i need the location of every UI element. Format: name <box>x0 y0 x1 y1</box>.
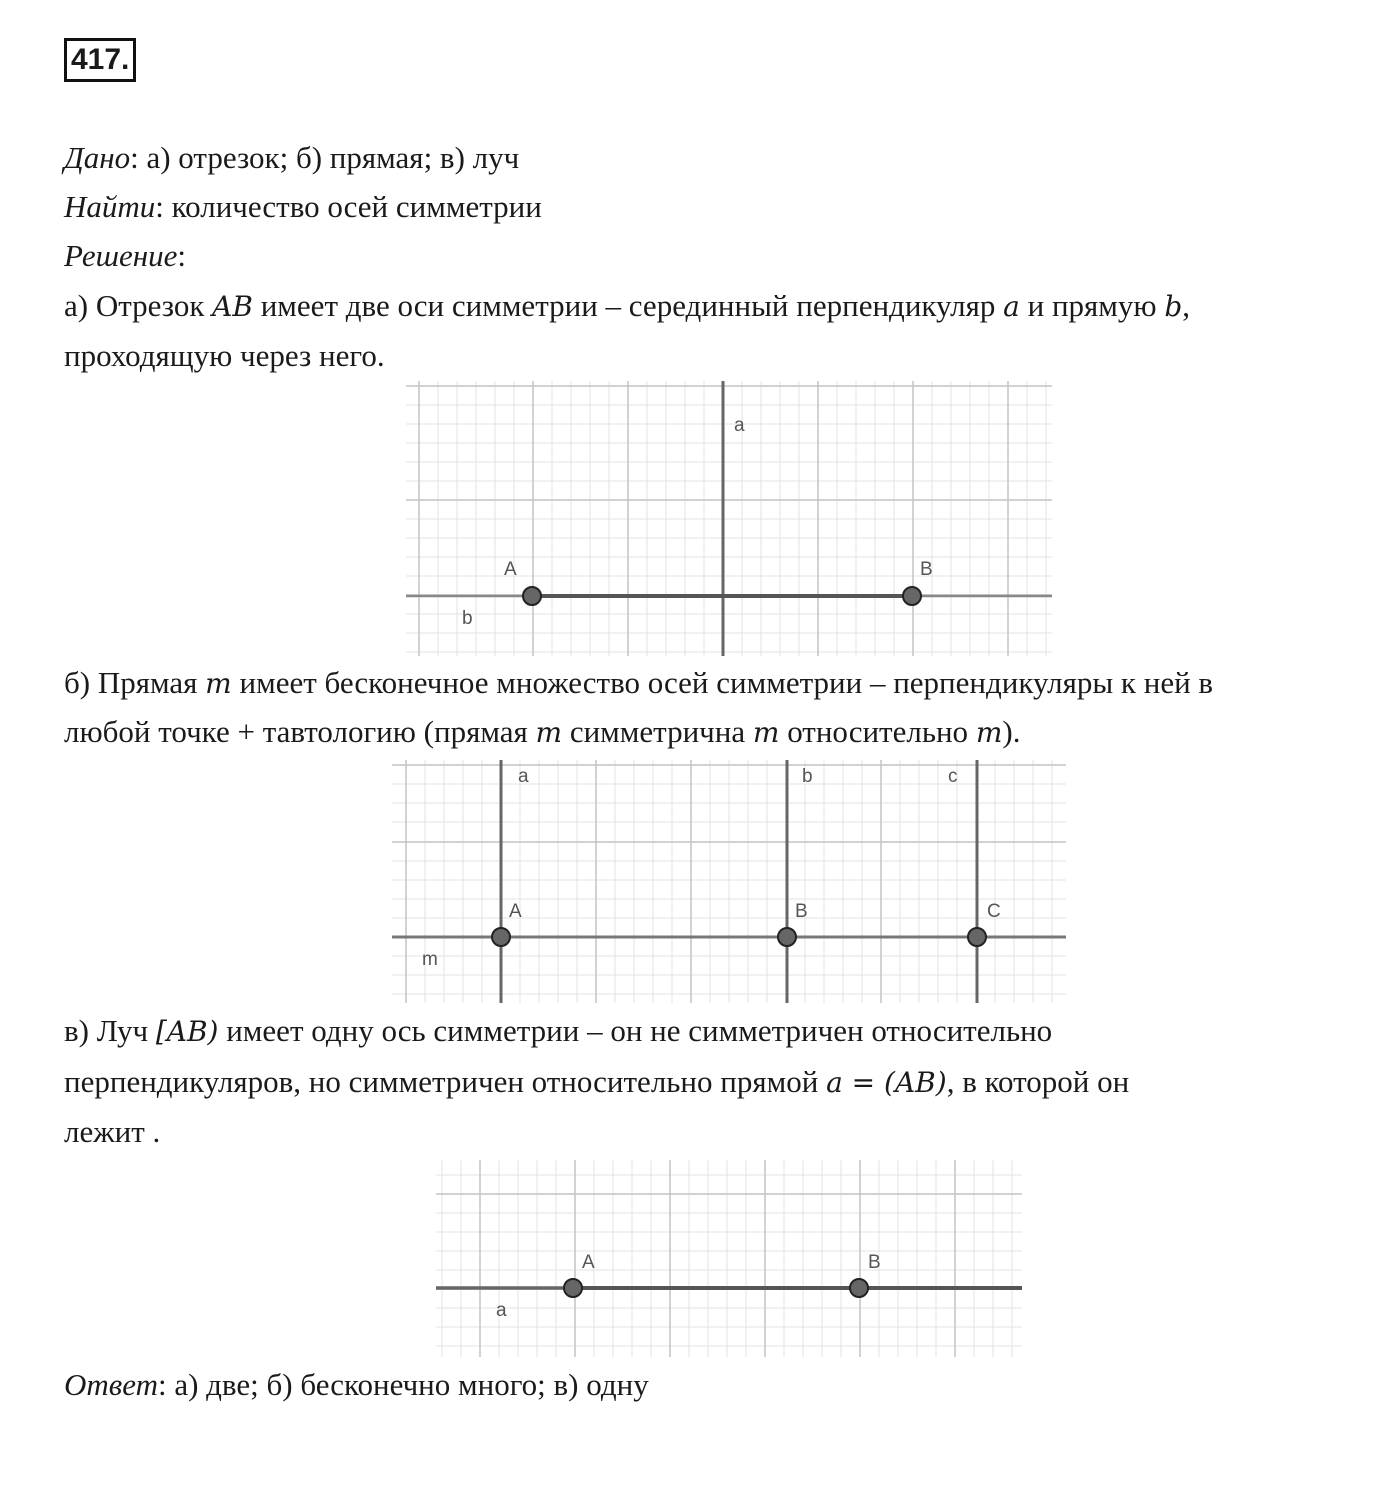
part-c-line-3: лежит . <box>64 1114 161 1149</box>
math-m: m <box>535 716 563 749</box>
part-b-text-1: б) Прямая <box>64 665 206 700</box>
problem-number: 417. <box>64 38 136 82</box>
part-a-text-3: и прямую <box>1019 288 1165 323</box>
label-line-b: b <box>802 766 813 787</box>
answer-text: : а) две; б) бесконечно много; в) одну <box>157 1367 649 1402</box>
math-ray-AB: [AB) <box>155 1015 219 1048</box>
find-line <box>64 187 542 227</box>
label-point-B: B <box>920 559 933 580</box>
label-line-m: m <box>422 949 438 970</box>
solution-line: Решение: <box>64 238 186 273</box>
math-AB: AB <box>212 290 253 323</box>
label-point-B: B <box>868 1252 881 1273</box>
answer-label: Ответ <box>64 1367 158 1402</box>
grid-a <box>406 381 1052 656</box>
math-b: b <box>1164 290 1183 323</box>
part-c-text-4: , в которой он <box>946 1064 1130 1099</box>
part-c-text-2: имеет одну ось симметрии – он не симметричен относительно <box>218 1013 1053 1048</box>
part-c-line-2 <box>64 1062 1129 1103</box>
math-a-equals-AB: a = (AB) <box>826 1066 947 1099</box>
label-line-a: a <box>496 1300 507 1321</box>
given-label: Дано <box>64 140 131 175</box>
part-a-text-2: имеет две оси симметрии – серединный перпендикуляр <box>252 288 1004 323</box>
part-a-line-1 <box>64 286 1190 327</box>
label-point-B: B <box>795 901 808 922</box>
label-point-A: A <box>509 901 522 922</box>
label-point-A: A <box>582 1252 595 1273</box>
figure-b <box>392 760 1066 1003</box>
part-c-text-3: перпендикуляров, но симметричен относительно прямой <box>64 1064 827 1099</box>
math-m: m <box>205 667 232 700</box>
math-m: m <box>975 716 1003 749</box>
part-b-text-2: имеет бесконечное множество осей симметрии – перпендикуляры к ней в <box>231 665 1214 700</box>
label-point-C: C <box>987 901 1001 922</box>
part-b-text-5: относительно <box>779 714 976 749</box>
figure-c <box>436 1160 1022 1357</box>
solution-label: Решение <box>64 238 178 273</box>
given-text: : а) отрезок; б) прямая; в) луч <box>130 140 520 175</box>
part-a-text-1: а) Отрезок <box>64 288 213 323</box>
point-B <box>778 928 796 946</box>
point-A <box>523 587 541 605</box>
label-point-A: A <box>504 559 517 580</box>
part-b-text-4: симметрична <box>562 714 753 749</box>
part-b-text-6: ). <box>1002 714 1021 749</box>
find-text: : количество осей симметрии <box>155 189 542 224</box>
label-line-a: a <box>734 415 745 436</box>
part-a-text-4: , <box>1182 288 1191 323</box>
math-a: a <box>1003 290 1020 323</box>
label-line-c: c <box>948 766 958 787</box>
part-a-line-2: проходящую через него. <box>64 338 385 373</box>
math-m: m <box>752 716 780 749</box>
point-C <box>968 928 986 946</box>
part-c-line-1 <box>64 1011 1052 1052</box>
point-B <box>903 587 921 605</box>
answer-line <box>64 1365 649 1405</box>
label-line-a: a <box>518 766 529 787</box>
point-A <box>492 928 510 946</box>
find-label: Найти <box>64 189 156 224</box>
part-b-line-1 <box>64 663 1213 704</box>
part-b-text-3: любой точке + тавтологию (прямая <box>64 714 536 749</box>
point-A <box>564 1279 582 1297</box>
given-line <box>64 138 519 178</box>
part-c-text-1: в) Луч <box>64 1013 156 1048</box>
point-B <box>850 1279 868 1297</box>
figure-a <box>406 381 1052 656</box>
part-b-line-2 <box>64 712 1020 753</box>
label-line-b: b <box>462 608 473 629</box>
